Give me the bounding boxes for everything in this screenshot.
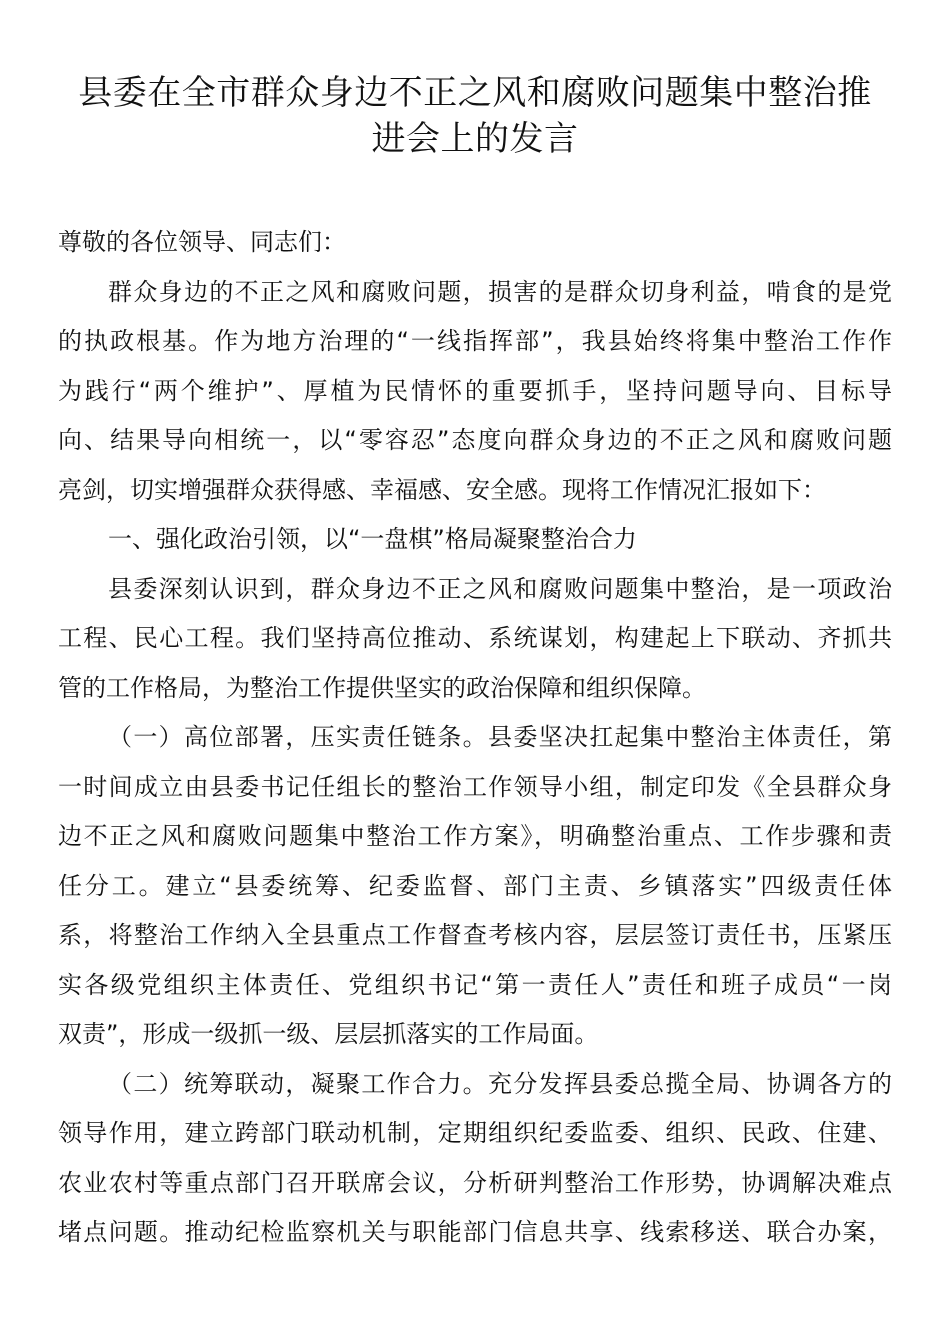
paragraph-intro: [58, 268, 892, 516]
salutation: [58, 218, 892, 268]
text-line: 为践行“两个维护”、厚植为民情怀的重要抓手，坚持问题导向、目标导: [58, 376, 892, 405]
paragraph-subsection-2: [58, 1060, 892, 1258]
text-line: 亮剑，切实增强群众获得感、幸福感、安全感。现将工作情况汇报如下：: [58, 475, 826, 504]
text-line: 的执政根基。作为地方治理的“一线指挥部”，我县始终将集中整治工作作: [58, 327, 892, 355]
text-line: 县委深刻认识到，群众身边不正之风和腐败问题集中整治，是一项政治: [108, 574, 892, 603]
text-line: 堵点问题。推动纪检监察机关与职能部门信息共享、线索移送、联合办案，: [58, 1218, 892, 1246]
text-line: 边不正之风和腐败问题集中整治工作方案》，明确整治重点、工作步骤和责: [58, 822, 892, 850]
text-line: 一时间成立由县委书记任组长的整治工作领导小组，制定印发《全县群众身: [58, 772, 892, 801]
text-line: 农业农村等重点部门召开联席会议，分析研判整治工作形势，协调解决难点: [58, 1168, 892, 1197]
text-line: （一）高位部署，压实责任链条。县委坚决扛起集中整治主体责任，第: [108, 723, 892, 751]
text-line: 工程、民心工程。我们坚持高位推动、系统谋划，构建起上下联动、齐抓共: [58, 624, 892, 652]
document-title: [58, 70, 892, 162]
text-line: 领导作用，建立跨部门联动机制，定期组织纪委监委、组织、民政、住建、: [58, 1119, 892, 1147]
text-line: 管的工作格局，为整治工作提供坚实的政治保障和组织保障。: [58, 673, 706, 702]
text-line: 双责”，形成一级抓一级、层层抓落实的工作局面。: [58, 1020, 599, 1048]
text-line: （二）统筹联动，凝聚工作合力。充分发挥县委总揽全局、协调各方的: [108, 1069, 892, 1098]
document-body: [58, 218, 892, 1258]
text-line: 群众身边的不正之风和腐败问题，损害的是群众切身利益，啃食的是党: [108, 277, 892, 306]
text-line: 系，将整治工作纳入全县重点工作督查考核内容，层层签订责任书，压紧压: [58, 921, 892, 949]
title-line-1: 县委在全市群众身边不正之风和腐败问题集中整治推: [78, 73, 872, 113]
section-heading-1: [58, 515, 892, 565]
text-line: 任分工。建立“县委统筹、纪委监督、部门主责、乡镇落实”四级责任体: [58, 871, 892, 900]
title-line-2: 进会上的发言: [371, 119, 579, 159]
salutation-text: 尊敬的各位领导、同志们：: [58, 228, 346, 256]
text-line: 向、结果导向相统一，以“零容忍”态度向群众身边的不正之风和腐败问题: [58, 426, 892, 454]
paragraph-section-1-intro: [58, 565, 892, 714]
paragraph-subsection-1: [58, 713, 892, 1060]
section-heading-text: 一、强化政治引领，以“一盘棋”格局凝聚整治合力: [108, 525, 637, 553]
text-line: 实各级党组织主体责任、党组织书记“第一责任人”责任和班子成员“一岗: [58, 970, 892, 999]
